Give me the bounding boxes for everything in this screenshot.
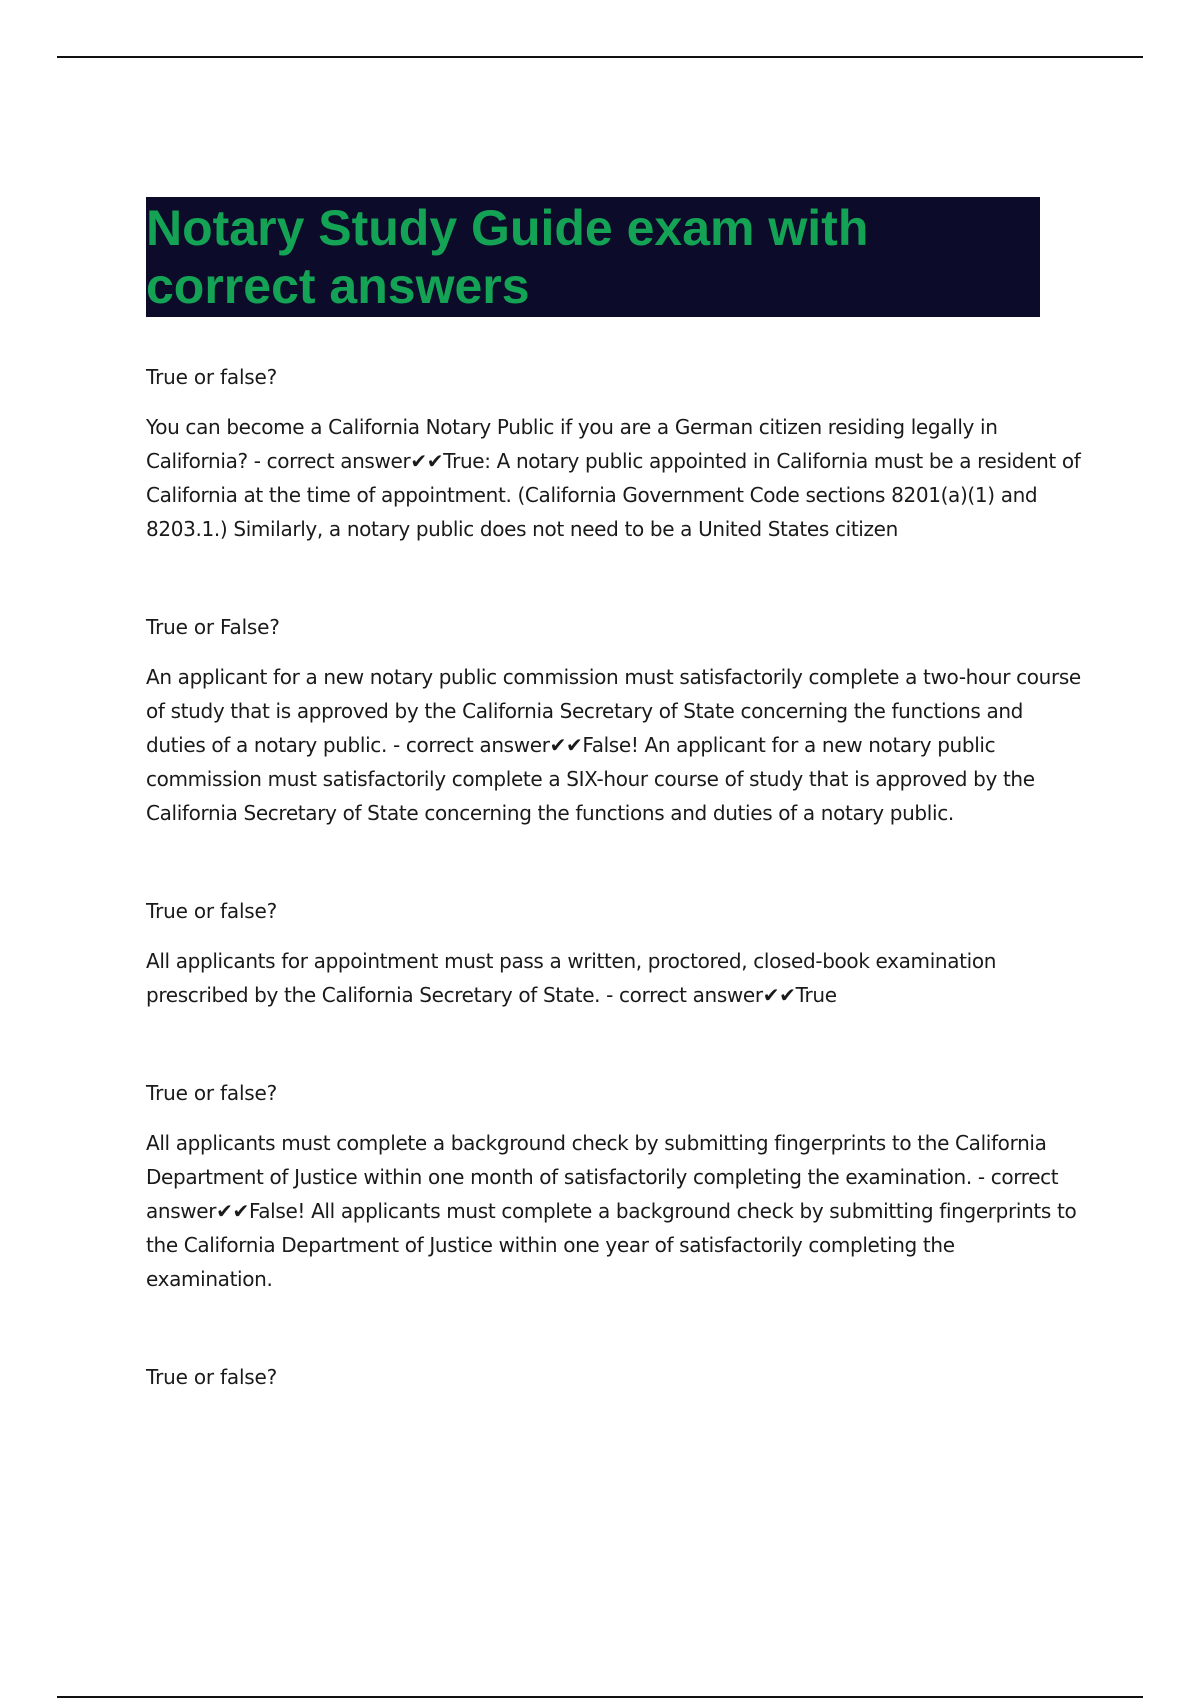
top-rule (57, 56, 1143, 58)
question-text: True or False? (146, 615, 280, 639)
bottom-rule (57, 1696, 1143, 1698)
qa-item (146, 1076, 1086, 1296)
question-text: True or false? (146, 1365, 278, 1389)
page-title: Notary Study Guide exam with correct answers (146, 200, 869, 314)
question-text: True or false? (146, 899, 278, 923)
qa-item (146, 894, 1086, 1012)
answer-text: All applicants for appointment must pass a written, proctored, closed-book examination prescribed by the California Secretary of State. - correct answer✔✔True (146, 949, 997, 1007)
question-text: True or false? (146, 1081, 278, 1105)
qa-item (146, 1360, 1086, 1394)
title-banner (146, 197, 1040, 317)
qa-item (146, 610, 1086, 830)
answer-text: An applicant for a new notary public commission must satisfactorily complete a two-hour course of study that is approved by the California Secretary of State concerning the functions and duties of a notary public. - correct answer✔✔False! An applicant for a new notary public commission must satisfactorily complete a SIX-hour course of study that is approved by the California Secretary of State concerning the functions and duties of a notary public. (146, 665, 1081, 825)
question-text: True or false? (146, 365, 278, 389)
qa-item (146, 360, 1086, 546)
qa-list (146, 360, 1086, 1410)
answer-text: All applicants must complete a background check by submitting fingerprints to the California Department of Justice within one month of satisfactorily completing the examination. - correct answer✔✔False! All applicants must complete a background check by submitting fingerprints to the California Department of Justice within one year of satisfactorily completing the examination. (146, 1131, 1077, 1291)
answer-text: You can become a California Notary Public if you are a German citizen residing legally in California? - correct answer✔✔True: A notary public appointed in California must be a resident of California at the time of appointment. (California Government Code sections 8201(a)(1) and 8203.1.) Similarly, a notary public does not need to be a United States citizen (146, 415, 1081, 541)
